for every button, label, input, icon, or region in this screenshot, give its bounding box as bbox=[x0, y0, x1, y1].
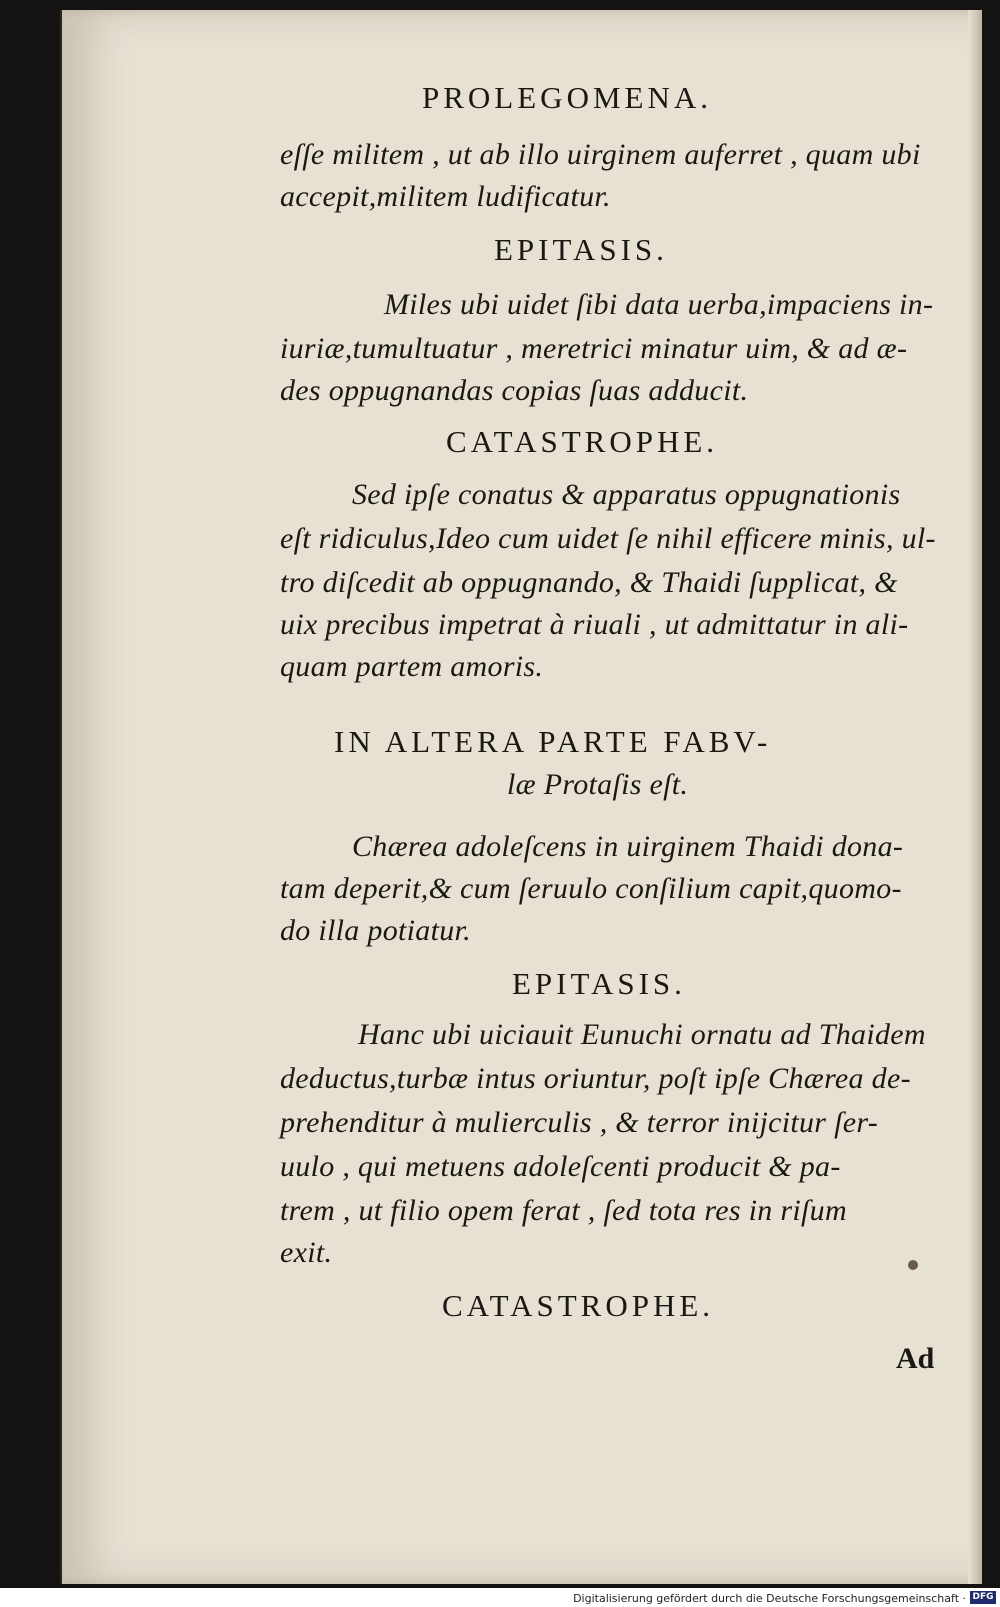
text-line: Sed ipſe conatus & apparatus oppugnationis bbox=[352, 478, 901, 511]
heading-catastrophe: CATASTROPHE. bbox=[442, 1288, 715, 1323]
text-line: tro diſcedit ab oppugnando, & Thaidi ſupplicat, & bbox=[280, 566, 898, 599]
text-line: quam partem amoris. bbox=[280, 650, 544, 683]
heading-epitasis: EPITASIS. bbox=[512, 966, 686, 1001]
text-line: Hanc ubi uiciauit Eunuchi ornatu ad Thaidem bbox=[358, 1018, 926, 1051]
text-line: uix precibus impetrat à riuali , ut admittatur in ali- bbox=[280, 608, 909, 641]
text-line: exit. bbox=[280, 1236, 333, 1269]
book-page bbox=[60, 10, 982, 1584]
text-line: eſt ridiculus,Ideo cum uidet ſe nihil efficere minis, ul- bbox=[280, 522, 936, 555]
text-line: deductus,turbæ intus oriuntur, poſt ipſe Chærea de- bbox=[280, 1062, 911, 1095]
text-line: tam deperit,& cum ſeruulo conſilium capit,quomo- bbox=[280, 872, 902, 905]
paper-stain bbox=[908, 1260, 918, 1270]
running-head: PROLEGOMENA. bbox=[422, 80, 712, 115]
text-line: Miles ubi uidet ſibi data uerba,impaciens in- bbox=[384, 288, 934, 321]
text-line: do illa potiatur. bbox=[280, 914, 471, 947]
heading-catastrophe: CATASTROPHE. bbox=[446, 424, 719, 459]
section-title: IN ALTERA PARTE FABV- bbox=[334, 724, 772, 759]
page-edge bbox=[968, 10, 982, 1584]
text-line: trem , ut filio opem ferat , ſed tota res in riſum bbox=[280, 1194, 847, 1227]
text-line: accepit,militem ludificatur. bbox=[280, 180, 611, 213]
catchword: Ad bbox=[896, 1342, 935, 1375]
text-line: des oppugnandas copias ſuas adducit. bbox=[280, 374, 749, 407]
digitization-footer bbox=[0, 1588, 1000, 1607]
heading-epitasis: EPITASIS. bbox=[494, 232, 668, 267]
text-line: prehenditur à mulierculis , & terror inijcitur ſer- bbox=[280, 1106, 878, 1139]
footer-credit: Digitalisierung gefördert durch die Deutsche Forschungsgemeinschaft · bbox=[573, 1592, 966, 1605]
section-title-continuation: læ Protaſis eſt. bbox=[507, 768, 689, 801]
dfg-logo-icon: DFG bbox=[970, 1591, 996, 1604]
text-line: eſſe militem , ut ab illo uirginem auferret , quam ubi bbox=[280, 138, 921, 171]
text-line: iuriæ,tumultuatur , meretrici minatur uim, & ad æ- bbox=[280, 332, 908, 365]
text-line: uulo , qui metuens adoleſcenti producit & pa- bbox=[280, 1150, 841, 1183]
text-line: Chærea adoleſcens in uirginem Thaidi dona- bbox=[352, 830, 904, 863]
